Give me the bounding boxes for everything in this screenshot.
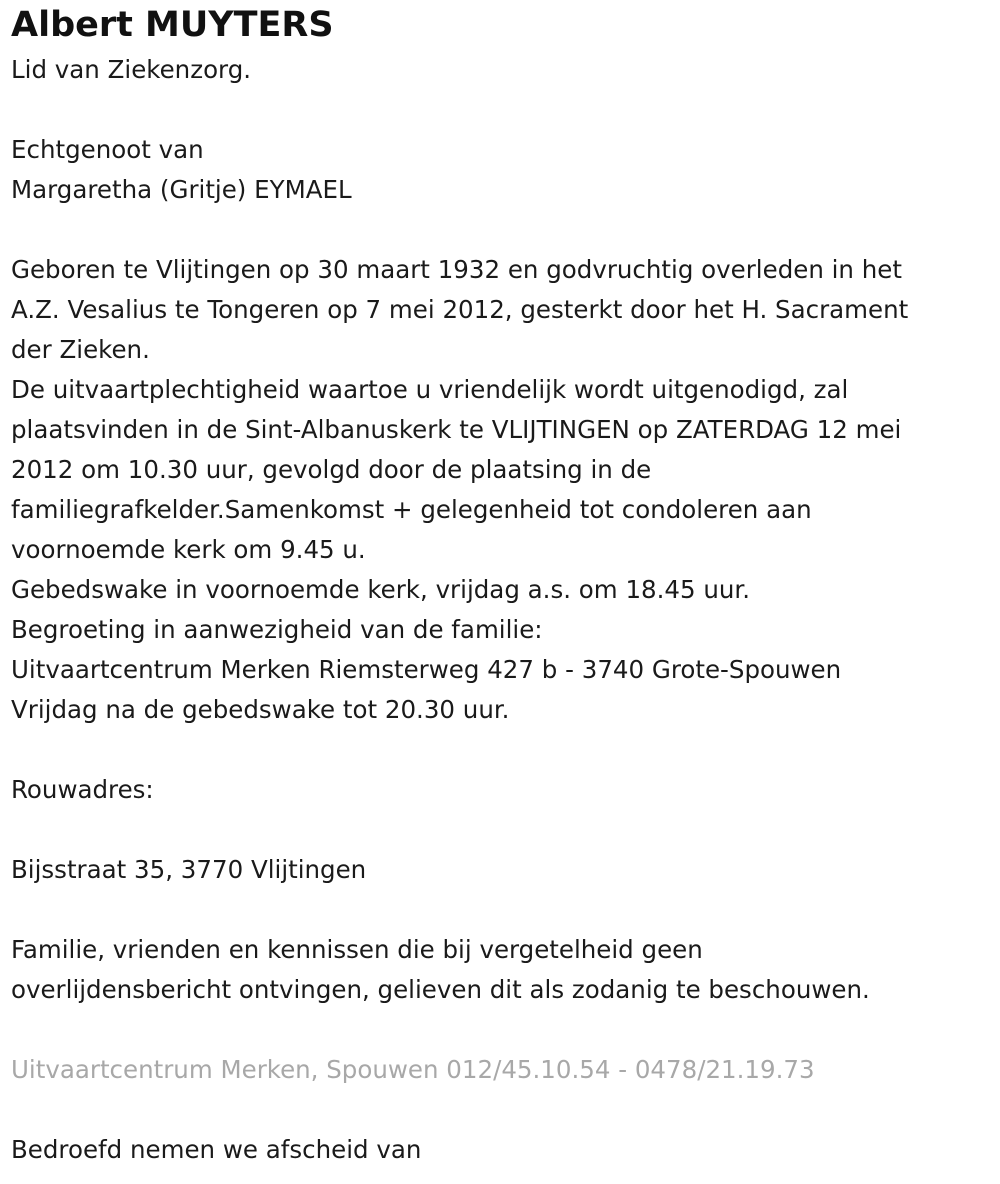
announcement-line: Begroeting in aanwezigheid van de familie: xyxy=(11,615,543,644)
announcement-line: Vrijdag na de gebedswake tot 20.30 uur. xyxy=(11,695,510,724)
spacer xyxy=(11,810,991,850)
notice-line: Familie, vrienden en kennissen die bij vergetelheid geen xyxy=(11,935,703,964)
announcement-line: A.Z. Vesalius te Tongeren op 7 mei 2012, gesterkt door het H. Sacrament xyxy=(11,295,909,324)
announcement-line: voornoemde kerk om 9.45 u. xyxy=(11,535,366,564)
announcement-line: De uitvaartplechtigheid waartoe u vriendelijk wordt uitgenodigd, zal xyxy=(11,375,849,404)
closing-line: Bedroefd nemen we afscheid van xyxy=(11,1135,422,1164)
announcement-line: der Zieken. xyxy=(11,335,150,364)
mourning-address: Bijsstraat 35, 3770 Vlijtingen xyxy=(11,855,367,884)
announcement-line: familiegrafkelder.Samenkomst + gelegenheid tot condoleren aan xyxy=(11,495,812,524)
spacer xyxy=(11,90,991,130)
spacer xyxy=(11,1090,991,1130)
deceased-name-title: Albert MUYTERS xyxy=(11,5,334,45)
obituary-document xyxy=(11,0,991,1170)
spouse-name: Margaretha (Gritje) EYMAEL xyxy=(11,175,352,204)
spacer xyxy=(11,210,991,250)
membership-line: Lid van Ziekenzorg. xyxy=(11,55,252,84)
spacer xyxy=(11,730,991,770)
announcement-line: 2012 om 10.30 uur, gevolgd door de plaatsing in de xyxy=(11,455,652,484)
announcement-line: Geboren te Vlijtingen op 30 maart 1932 en godvruchtig overleden in het xyxy=(11,255,902,284)
spacer xyxy=(11,890,991,930)
announcement-line: plaatsvinden in de Sint-Albanuskerk te VLIJTINGEN op ZATERDAG 12 mei xyxy=(11,415,902,444)
mourning-address-label: Rouwadres: xyxy=(11,775,154,804)
spacer xyxy=(11,1010,991,1050)
funeral-home-contact: Uitvaartcentrum Merken, Spouwen 012/45.10.54 - 0478/21.19.73 xyxy=(11,1055,815,1084)
announcement-line: Gebedswake in voornoemde kerk, vrijdag a.s. om 18.45 uur. xyxy=(11,575,751,604)
notice-line: overlijdensbericht ontvingen, gelieven dit als zodanig te beschouwen. xyxy=(11,975,870,1004)
announcement-line: Uitvaartcentrum Merken Riemsterweg 427 b - 3740 Grote-Spouwen xyxy=(11,655,842,684)
announcement-text xyxy=(11,250,991,730)
spouse-intro: Echtgenoot van xyxy=(11,135,204,164)
